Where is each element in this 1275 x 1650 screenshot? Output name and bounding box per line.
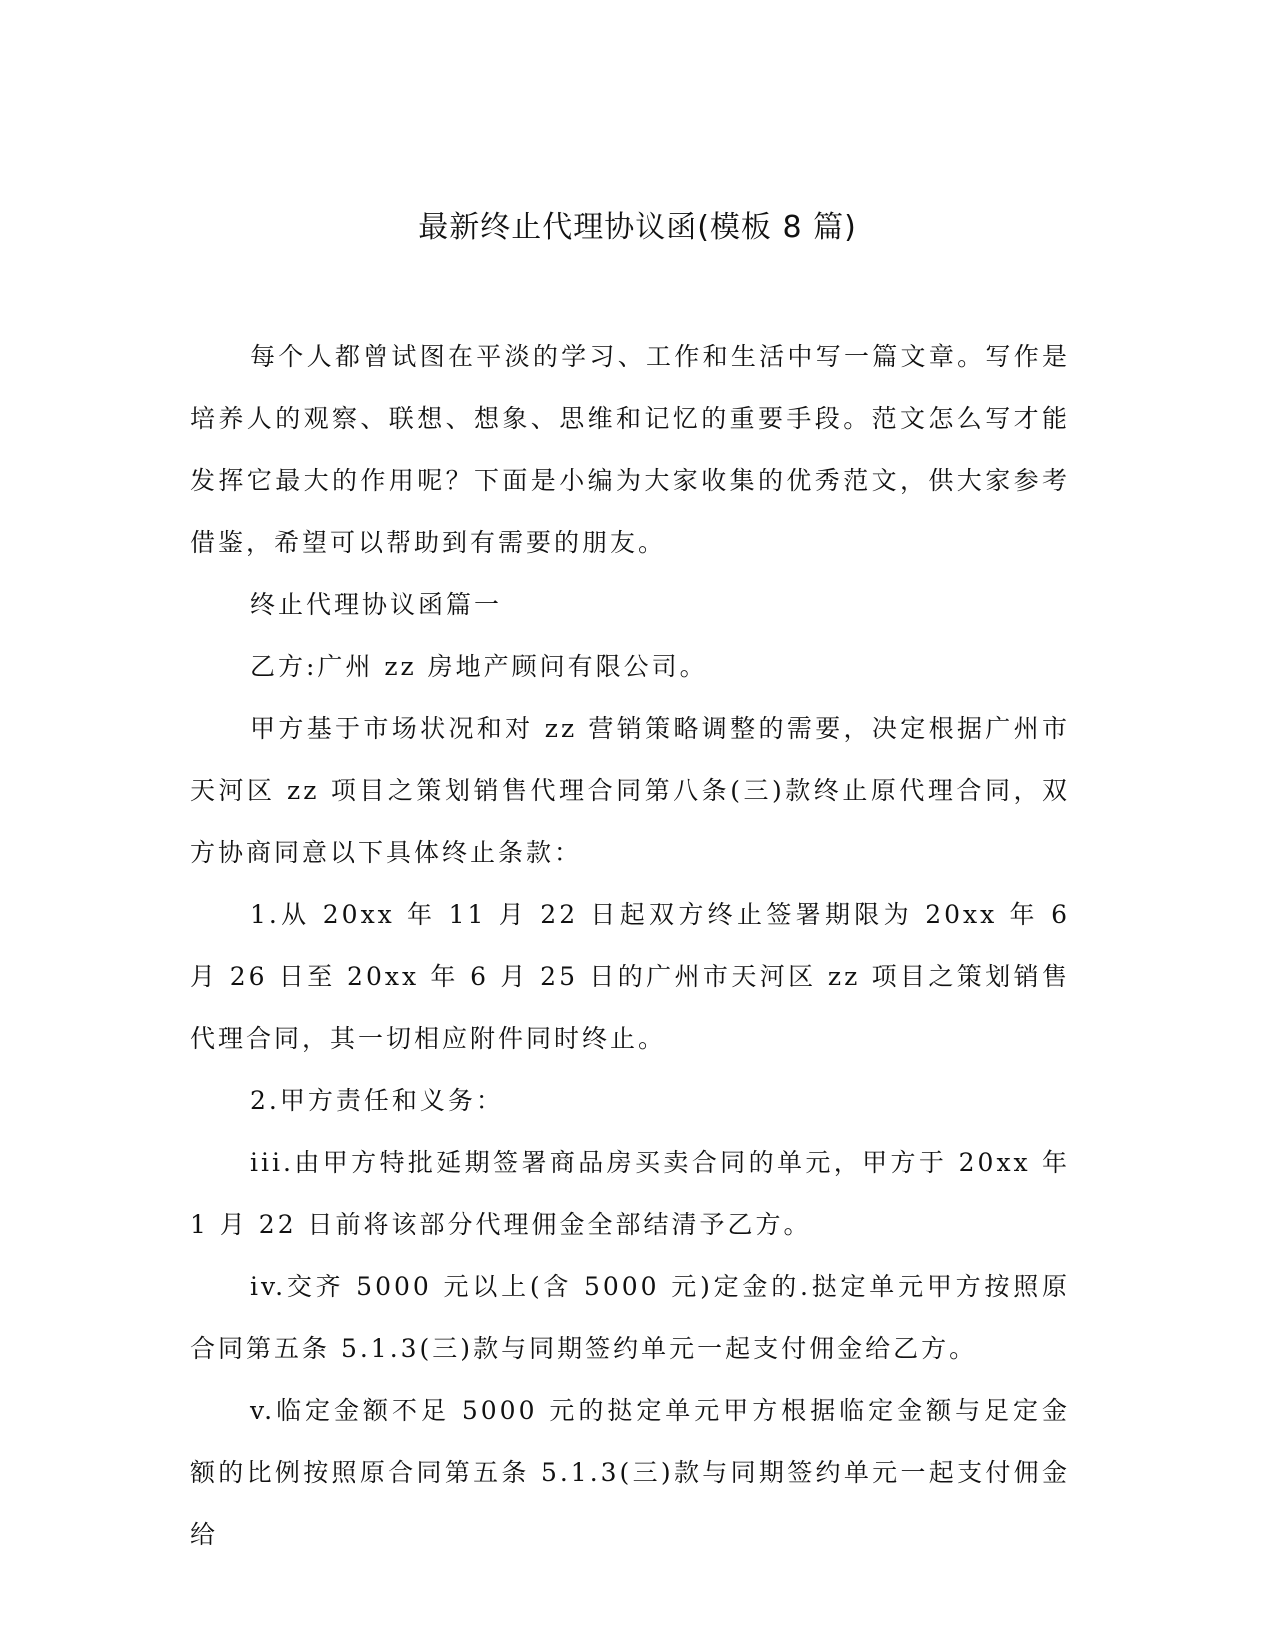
document-body	[190, 326, 1070, 1566]
party-b-line: 乙方:广州 zz 房地产顾问有限公司。	[250, 652, 708, 681]
document-title: 最新终止代理协议函(模板 8 篇)	[418, 210, 857, 245]
clause-2-heading: 2.甲方责任和义务：	[250, 1086, 504, 1115]
clause-v-paragraph: v.临定金额不足 5000 元的挞定单元甲方根据临定金额与足定金额的比例按照原合同第五条 5.1.3(三)款与同期签约单元一起支付佣金给	[190, 1396, 1070, 1549]
termination-basis-paragraph: 甲方基于市场状况和对 zz 营销策略调整的需要，决定根据广州市天河区 zz 项目之策划销售代理合同第八条(三)款终止原代理合同，双方协商同意以下具体终止条款：	[190, 714, 1070, 867]
clause-iii-paragraph: iii.由甲方特批延期签署商品房买卖合同的单元，甲方于 20xx 年 1 月 22 日前将该部分代理佣金全部结清予乙方。	[190, 1148, 1070, 1239]
intro-paragraph: 每个人都曾试图在平淡的学习、工作和生活中写一篇文章。写作是培养人的观察、联想、想象、思维和记忆的重要手段。范文怎么写才能发挥它最大的作用呢？下面是小编为大家收集的优秀范文，供大家参考借鉴，希望可以帮助到有需要的朋友。	[190, 342, 1070, 557]
clause-iv-paragraph: iv.交齐 5000 元以上(含 5000 元)定金的.挞定单元甲方按照原合同第五条 5.1.3(三)款与同期签约单元一起支付佣金给乙方。	[190, 1272, 1070, 1363]
section-heading: 终止代理协议函篇一	[250, 590, 503, 619]
clause-1-paragraph: 1.从 20xx 年 11 月 22 日起双方终止签署期限为 20xx 年 6 月 26 日至 20xx 年 6 月 25 日的广州市天河区 zz 项目之策划销售代理合同，其一切相应附件同时终止。	[190, 900, 1070, 1053]
